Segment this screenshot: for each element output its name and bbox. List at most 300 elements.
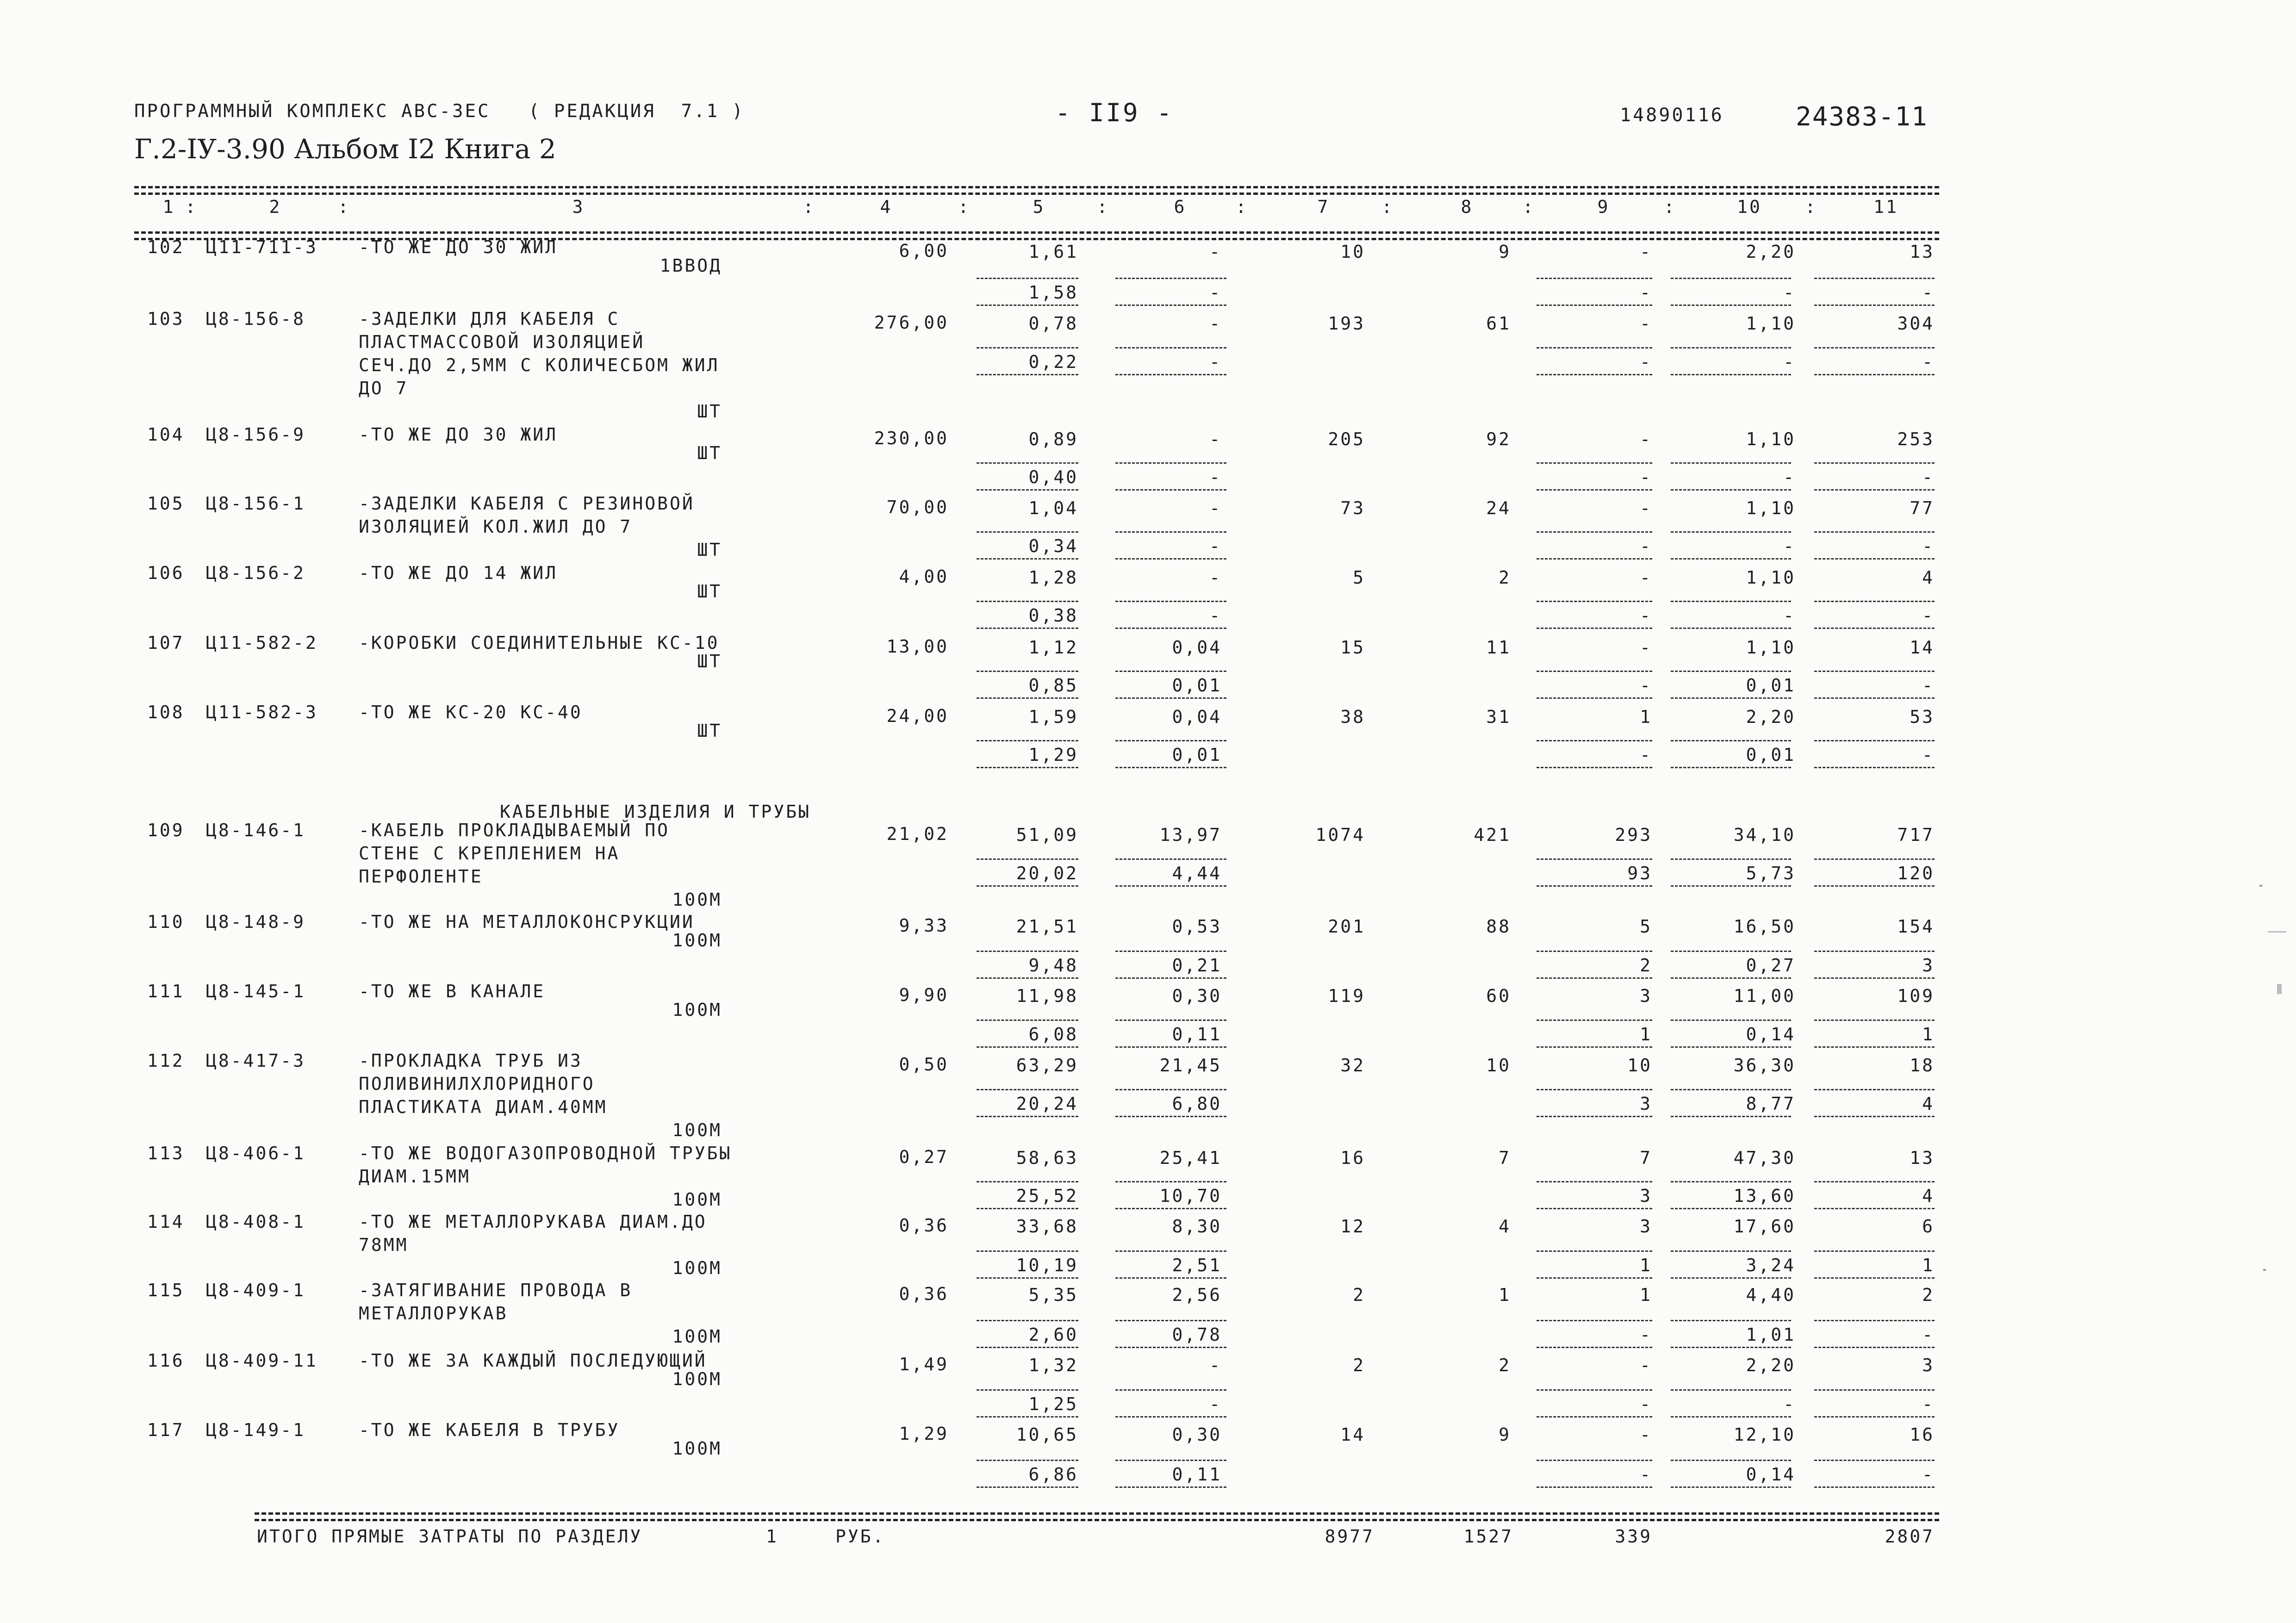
- sub-s11: -: [1922, 605, 1935, 626]
- sub-s10: -: [1783, 1394, 1796, 1414]
- scan-speck: [2259, 885, 2262, 887]
- cell-c11: 16: [1910, 1424, 1935, 1445]
- cell-c9: -: [1640, 429, 1652, 449]
- sub-rule: [1814, 1181, 1935, 1182]
- sub-rule: [1537, 1320, 1652, 1321]
- cell-c7: 38: [1340, 707, 1365, 727]
- sub-s11: 120: [1897, 863, 1935, 883]
- cell-c9: 7: [1640, 1148, 1652, 1168]
- cell-c11: 77: [1910, 498, 1935, 518]
- section-title: КАБЕЛЬНЫЕ ИЗДЕЛИЯ И ТРУБЫ: [500, 802, 811, 822]
- row-unit: 100М: [672, 889, 722, 910]
- cell-c11: 53: [1910, 707, 1935, 727]
- sub-s11: -: [1922, 1325, 1935, 1345]
- row-quantity: 6,00: [899, 241, 949, 261]
- row-description: -ТО ЖЕ НА МЕТАЛЛОКОНСРУКЦИИ: [359, 912, 695, 932]
- row-quantity: 0,50: [899, 1054, 949, 1075]
- sub-rule: [1115, 1389, 1226, 1391]
- cell-c6: 0,30: [1172, 1424, 1222, 1445]
- cell-c5: 11,98: [1016, 986, 1078, 1006]
- sub-rule: [1814, 1250, 1935, 1252]
- row-rule: [1814, 1277, 1935, 1279]
- sub-s11: -: [1922, 352, 1935, 372]
- cell-c8: 61: [1486, 313, 1511, 334]
- sub-s6: -: [1209, 605, 1222, 626]
- sub-s9: 3: [1640, 1094, 1652, 1114]
- row-description: ПЛАСТМАССОВОЙ ИЗОЛЯЦИЕЙ: [359, 332, 645, 352]
- row-description: ДО 7: [359, 378, 409, 398]
- row-quantity: 1,29: [899, 1424, 949, 1444]
- row-description: -ТО ЖЕ МЕТАЛЛОРУКАВА ДИАМ.ДО: [359, 1212, 707, 1232]
- row-rule: [1115, 767, 1226, 768]
- row-code: Ц8-149-1: [206, 1420, 306, 1440]
- sub-s9: -: [1640, 282, 1652, 303]
- row-number: 113: [147, 1143, 185, 1163]
- cell-c11: 13: [1910, 1148, 1935, 1168]
- cell-c10: 17,60: [1733, 1216, 1796, 1237]
- sub-s5: 10,19: [1016, 1255, 1078, 1275]
- row-description: -ЗАДЕЛКИ ДЛЯ КАБЕЛЯ С: [359, 309, 620, 329]
- sub-s11: 1: [1922, 1255, 1935, 1275]
- table-top-rule-2: [134, 193, 1939, 195]
- row-rule: [1115, 885, 1226, 887]
- sub-s11: 1: [1922, 1024, 1935, 1045]
- row-rule: [1671, 1046, 1791, 1048]
- row-rule: [1814, 374, 1935, 375]
- column-header: 1: [162, 197, 175, 217]
- cell-c7: 14: [1340, 1424, 1365, 1445]
- row-unit: ШТ: [697, 401, 722, 422]
- sub-rule: [1671, 1020, 1791, 1021]
- column-header: 8: [1461, 197, 1474, 217]
- row-rule: [1115, 628, 1226, 629]
- sub-rule: [1537, 671, 1652, 672]
- sub-rule: [1115, 858, 1226, 860]
- cell-c8: 9: [1499, 1424, 1511, 1445]
- sub-rule: [1814, 1020, 1935, 1021]
- row-unit: 100М: [672, 1120, 722, 1140]
- sub-rule: [1814, 278, 1935, 279]
- row-rule: [1537, 489, 1652, 491]
- sub-s9: -: [1640, 467, 1652, 487]
- sub-s6: 0,01: [1172, 745, 1222, 765]
- cell-c7: 73: [1340, 498, 1365, 518]
- sub-s5: 9,48: [1028, 955, 1078, 976]
- sub-rule: [1671, 1320, 1791, 1321]
- sub-s5: 25,52: [1016, 1186, 1078, 1206]
- sub-s5: 20,24: [1016, 1094, 1078, 1114]
- row-number: 117: [147, 1420, 185, 1440]
- row-rule: [977, 1486, 1078, 1488]
- sub-s6: 10,70: [1159, 1186, 1222, 1206]
- cell-c11: 109: [1897, 986, 1935, 1006]
- row-quantity: 70,00: [886, 497, 949, 517]
- sub-s11: 3: [1922, 955, 1935, 976]
- row-code: Ц8-156-1: [206, 493, 306, 514]
- sub-rule: [1814, 1389, 1935, 1391]
- row-rule: [1115, 1116, 1226, 1117]
- row-quantity: 9,90: [899, 985, 949, 1005]
- cell-c11: 2: [1922, 1285, 1935, 1305]
- sub-rule: [1537, 740, 1652, 741]
- cell-c8: 7: [1499, 1148, 1511, 1168]
- column-header: 11: [1873, 197, 1898, 217]
- row-rule: [1115, 1277, 1226, 1279]
- sub-s6: -: [1209, 352, 1222, 372]
- row-rule: [1115, 1416, 1226, 1418]
- column-separator: :: [338, 197, 350, 217]
- cell-c10: 1,10: [1746, 313, 1796, 334]
- sub-rule: [1671, 671, 1791, 672]
- row-unit: 100М: [672, 1189, 722, 1210]
- sub-s5: 0,38: [1028, 605, 1078, 626]
- column-separator: :: [185, 197, 198, 217]
- cell-c8: 31: [1486, 707, 1511, 727]
- row-rule: [1814, 305, 1935, 306]
- column-header: 2: [269, 197, 282, 217]
- row-unit: 100М: [672, 930, 722, 951]
- sub-rule: [977, 1320, 1078, 1321]
- row-rule: [1671, 1416, 1791, 1418]
- cell-c6: 8,30: [1172, 1216, 1222, 1237]
- cell-c5: 63,29: [1016, 1055, 1078, 1076]
- sub-rule: [1115, 1250, 1226, 1252]
- row-rule: [977, 1046, 1078, 1048]
- sub-rule: [1671, 347, 1791, 348]
- row-code: Ц11-711-3: [206, 237, 318, 257]
- cell-c8: 60: [1486, 986, 1511, 1006]
- row-rule: [1115, 697, 1226, 699]
- sub-s9: 2: [1640, 955, 1652, 976]
- sub-rule: [1671, 531, 1791, 533]
- row-rule: [1671, 885, 1791, 887]
- total-machine-cost: 1527: [1463, 1526, 1513, 1547]
- sub-rule: [977, 858, 1078, 860]
- row-rule: [1115, 1046, 1226, 1048]
- sub-rule: [1115, 1020, 1226, 1021]
- column-separator: :: [1523, 197, 1535, 217]
- row-quantity: 4,00: [899, 566, 949, 587]
- cell-c11: 253: [1897, 429, 1935, 449]
- cell-c5: 5,35: [1028, 1285, 1078, 1305]
- row-rule: [1671, 1116, 1791, 1117]
- row-number: 114: [147, 1212, 185, 1232]
- sub-s9: -: [1640, 1325, 1652, 1345]
- row-rule: [1814, 628, 1935, 629]
- row-number: 115: [147, 1280, 185, 1300]
- cell-c10: 34,10: [1733, 825, 1796, 845]
- row-description: -КОРОБКИ СОЕДИНИТЕЛЬНЫЕ КС-10: [359, 633, 720, 653]
- sub-s10: 5,73: [1746, 863, 1796, 883]
- cell-c7: 205: [1328, 429, 1365, 449]
- sub-s6: 4,44: [1172, 863, 1222, 883]
- sub-s10: -: [1783, 282, 1796, 303]
- sub-rule: [1537, 1389, 1652, 1391]
- sub-s10: -: [1783, 352, 1796, 372]
- sub-rule: [1537, 951, 1652, 952]
- cell-c5: 1,28: [1028, 567, 1078, 588]
- row-number: 110: [147, 912, 185, 932]
- column-separator: :: [958, 197, 971, 217]
- sub-rule: [1115, 1320, 1226, 1321]
- sub-s9: -: [1640, 745, 1652, 765]
- row-rule: [1537, 1116, 1652, 1117]
- cell-c5: 1,59: [1028, 707, 1078, 727]
- cell-c7: 201: [1328, 916, 1365, 937]
- sub-rule: [1814, 858, 1935, 860]
- row-rule: [1814, 1416, 1935, 1418]
- row-number: 116: [147, 1350, 185, 1371]
- cell-c9: 293: [1615, 825, 1652, 845]
- row-description: -ПРОКЛАДКА ТРУБ ИЗ: [359, 1051, 583, 1071]
- sub-s6: 0,11: [1172, 1464, 1222, 1485]
- row-rule: [1814, 558, 1935, 560]
- cell-c9: 10: [1627, 1055, 1652, 1076]
- cell-c10: 1,10: [1746, 637, 1796, 658]
- cell-c8: 2: [1499, 567, 1511, 588]
- cell-c9: -: [1640, 242, 1652, 262]
- row-rule: [1537, 977, 1652, 979]
- sub-s11: -: [1922, 282, 1935, 303]
- reference-number: 24383-11: [1796, 102, 1928, 132]
- cell-c10: 1,10: [1746, 429, 1796, 449]
- sub-s10: 0,01: [1746, 675, 1796, 696]
- row-code: Ц8-409-1: [206, 1280, 306, 1300]
- row-description: -ТО ЖЕ ЗА КАЖДЫЙ ПОСЛЕДУЮЩИЙ: [359, 1350, 707, 1371]
- sub-s10: 3,24: [1746, 1255, 1796, 1275]
- cell-c5: 33,68: [1016, 1216, 1078, 1237]
- row-unit: ШТ: [697, 721, 722, 741]
- row-description: ПЛАСТИКАТА ДИАМ.40ММ: [359, 1097, 608, 1117]
- cell-c11: 14: [1910, 637, 1935, 658]
- cell-c8: 11: [1486, 637, 1511, 658]
- row-rule: [1115, 1208, 1226, 1209]
- sub-rule: [977, 531, 1078, 533]
- cell-c10: 2,20: [1746, 242, 1796, 262]
- page-number: - II9 -: [1055, 98, 1174, 127]
- row-rule: [1115, 489, 1226, 491]
- row-unit: 100М: [672, 1000, 722, 1020]
- row-code: Ц8-146-1: [206, 820, 306, 840]
- cell-c9: -: [1640, 498, 1652, 518]
- cell-c5: 0,89: [1028, 429, 1078, 449]
- total-top-rule-2: [255, 1519, 1939, 1521]
- row-quantity: 0,36: [899, 1284, 949, 1304]
- cell-c6: 21,45: [1159, 1055, 1222, 1076]
- row-quantity: 24,00: [886, 706, 949, 726]
- sub-s5: 6,08: [1028, 1024, 1078, 1045]
- sub-rule: [977, 740, 1078, 741]
- cell-c10: 36,30: [1733, 1055, 1796, 1076]
- sub-rule: [1115, 1460, 1226, 1461]
- cell-c9: -: [1640, 1424, 1652, 1445]
- row-number: 111: [147, 981, 185, 1001]
- row-description: -ТО ЖЕ ДО 30 ЖИЛ: [359, 237, 558, 257]
- row-unit: 100М: [672, 1369, 722, 1389]
- sub-s5: 0,40: [1028, 467, 1078, 487]
- sub-rule: [1537, 462, 1652, 464]
- row-quantity: 0,36: [899, 1215, 949, 1236]
- sub-rule: [1115, 671, 1226, 672]
- row-description: -КАБЕЛЬ ПРОКЛАДЫВАЕМЫЙ ПО: [359, 820, 670, 840]
- sub-s5: 1,29: [1028, 745, 1078, 765]
- cell-c8: 88: [1486, 916, 1511, 937]
- cell-c7: 12: [1340, 1216, 1365, 1237]
- sub-s9: 3: [1640, 1186, 1652, 1206]
- cell-c6: -: [1209, 313, 1222, 334]
- sub-rule: [1115, 462, 1226, 464]
- sub-rule: [1671, 1250, 1791, 1252]
- cell-c5: 0,78: [1028, 313, 1078, 334]
- sub-s6: -: [1209, 1394, 1222, 1414]
- cell-c6: 2,56: [1172, 1285, 1222, 1305]
- sub-s5: 1,25: [1028, 1394, 1078, 1414]
- row-rule: [977, 1208, 1078, 1209]
- sub-rule: [977, 951, 1078, 952]
- cell-c6: 0,04: [1172, 707, 1222, 727]
- cell-c9: 5: [1640, 916, 1652, 937]
- column-separator: :: [803, 197, 815, 217]
- row-code: Ц8-156-9: [206, 424, 306, 445]
- row-rule: [1814, 1046, 1935, 1048]
- cell-c10: 2,20: [1746, 707, 1796, 727]
- row-rule: [1814, 1116, 1935, 1117]
- sub-rule: [977, 278, 1078, 279]
- sub-rule: [1115, 278, 1226, 279]
- column-header: 5: [1033, 197, 1045, 217]
- row-unit: ШТ: [697, 540, 722, 560]
- sub-s11: -: [1922, 1464, 1935, 1485]
- row-rule: [1671, 374, 1791, 375]
- cell-c11: 4: [1922, 567, 1935, 588]
- cell-c8: 1: [1499, 1285, 1511, 1305]
- sub-s10: 0,27: [1746, 955, 1796, 976]
- sub-rule: [1814, 531, 1935, 533]
- sub-s9: 1: [1640, 1255, 1652, 1275]
- row-rule: [1814, 1486, 1935, 1488]
- cell-c10: 16,50: [1733, 916, 1796, 937]
- row-code: Ц11-582-2: [206, 633, 318, 653]
- cell-c6: -: [1209, 567, 1222, 588]
- row-rule: [1814, 1208, 1935, 1209]
- row-rule: [977, 977, 1078, 979]
- row-rule: [1537, 374, 1652, 375]
- cell-c6: -: [1209, 498, 1222, 518]
- row-description: -ТО ЖЕ ДО 14 ЖИЛ: [359, 563, 558, 583]
- row-number: 104: [147, 424, 185, 445]
- row-rule: [1537, 1277, 1652, 1279]
- cell-c5: 21,51: [1016, 916, 1078, 937]
- row-rule: [977, 1347, 1078, 1348]
- total-overall: 2807: [1885, 1526, 1935, 1547]
- row-rule: [977, 305, 1078, 306]
- row-rule: [1537, 558, 1652, 560]
- column-header: 3: [572, 197, 585, 217]
- sub-rule: [977, 1089, 1078, 1090]
- cell-c5: 1,61: [1028, 242, 1078, 262]
- sub-s10: 13,60: [1733, 1186, 1796, 1206]
- sub-rule: [1537, 601, 1652, 602]
- cell-c11: 18: [1910, 1055, 1935, 1076]
- sub-rule: [1814, 1320, 1935, 1321]
- column-header: 4: [880, 197, 893, 217]
- cell-c8: 10: [1486, 1055, 1511, 1076]
- sub-rule: [1814, 740, 1935, 741]
- sub-rule: [1814, 1089, 1935, 1090]
- sub-s6: -: [1209, 282, 1222, 303]
- sub-rule: [1537, 347, 1652, 348]
- sub-s6: 0,11: [1172, 1024, 1222, 1045]
- sub-s6: 6,80: [1172, 1094, 1222, 1114]
- column-separator: :: [1236, 197, 1248, 217]
- sub-rule: [1814, 462, 1935, 464]
- row-rule: [1671, 977, 1791, 979]
- sub-s11: -: [1922, 467, 1935, 487]
- cell-c5: 10,65: [1016, 1424, 1078, 1445]
- row-unit: ШТ: [697, 581, 722, 602]
- cell-c7: 32: [1340, 1055, 1365, 1076]
- row-rule: [1671, 1208, 1791, 1209]
- row-rule: [1537, 697, 1652, 699]
- sub-s10: -: [1783, 605, 1796, 626]
- row-number: 107: [147, 633, 185, 653]
- row-quantity: 1,49: [899, 1354, 949, 1374]
- row-quantity: 230,00: [874, 428, 949, 448]
- sub-s6: -: [1209, 467, 1222, 487]
- sub-rule: [1115, 1089, 1226, 1090]
- sub-rule: [1671, 1460, 1791, 1461]
- row-number: 102: [147, 237, 185, 257]
- sub-s5: 1,58: [1028, 282, 1078, 303]
- sub-s10: 0,14: [1746, 1024, 1796, 1045]
- cell-c9: -: [1640, 313, 1652, 334]
- row-code: Ц8-156-8: [206, 309, 306, 329]
- row-code: Ц8-145-1: [206, 981, 306, 1001]
- row-description: 78ММ: [359, 1235, 409, 1255]
- row-description: -ТО ЖЕ ВОДОГАЗОПРОВОДНОЙ ТРУБЫ: [359, 1143, 732, 1163]
- cell-c11: 717: [1897, 825, 1935, 845]
- row-description: МЕТАЛЛОРУКАВ: [359, 1303, 508, 1324]
- row-rule: [1671, 558, 1791, 560]
- cell-c5: 58,63: [1016, 1148, 1078, 1168]
- cell-c11: 154: [1897, 916, 1935, 937]
- sub-rule: [1537, 1181, 1652, 1182]
- sub-rule: [977, 1020, 1078, 1021]
- column-separator: :: [1381, 197, 1394, 217]
- row-rule: [1537, 1046, 1652, 1048]
- row-rule: [1537, 628, 1652, 629]
- sub-rule: [977, 671, 1078, 672]
- row-rule: [1671, 1277, 1791, 1279]
- row-quantity: 13,00: [886, 636, 949, 657]
- sub-rule: [1537, 1020, 1652, 1021]
- row-code: Ц8-417-3: [206, 1051, 306, 1071]
- row-rule: [1814, 767, 1935, 768]
- row-rule: [1671, 628, 1791, 629]
- cell-c10: 1,10: [1746, 498, 1796, 518]
- cell-c10: 12,10: [1733, 1424, 1796, 1445]
- cell-c9: 1: [1640, 1285, 1652, 1305]
- sub-s11: -: [1922, 745, 1935, 765]
- row-rule: [977, 1116, 1078, 1117]
- row-unit: 100М: [672, 1438, 722, 1459]
- sub-rule: [977, 1460, 1078, 1461]
- cell-c6: 13,97: [1159, 825, 1222, 845]
- row-quantity: 276,00: [874, 312, 949, 333]
- row-quantity: 21,02: [886, 824, 949, 844]
- row-code: Ц8-156-2: [206, 563, 306, 583]
- sub-rule: [1537, 1460, 1652, 1461]
